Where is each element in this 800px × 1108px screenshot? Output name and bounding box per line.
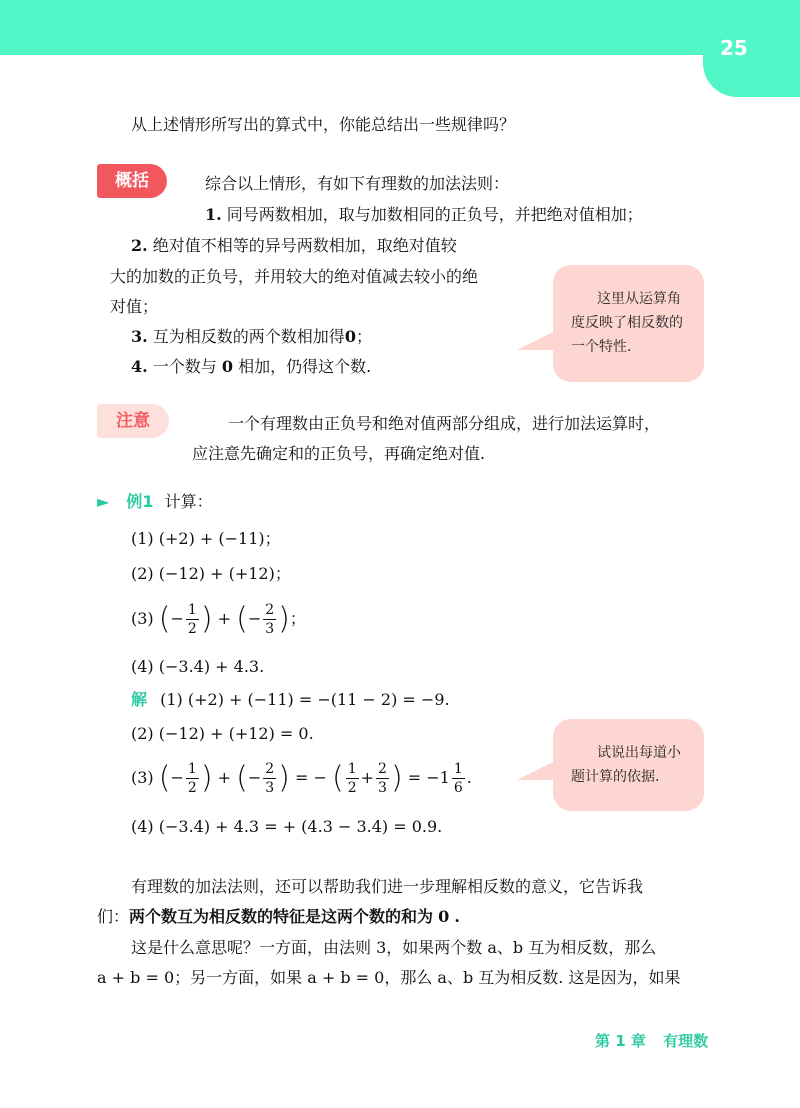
answer-3 <box>131 756 472 800</box>
rule-4-text-b: 相加，仍得这个数. <box>238 357 372 376</box>
fraction-denominator: 2 <box>347 780 357 796</box>
fraction-2-3 <box>263 601 276 638</box>
fraction-denominator: 3 <box>378 780 387 796</box>
answer-3-prefix: (3) <box>131 768 154 787</box>
rule-2-number: 2. <box>131 236 148 255</box>
note-line-1: 一个有理数由正负号和绝对值两部分组成，进行加法运算时， <box>228 414 661 433</box>
chapter-title: 有理数 <box>663 1032 709 1050</box>
question-3-prefix: (3) <box>131 609 154 628</box>
note-line-2: 应注意先确定和的正负号，再确定绝对值. <box>192 444 486 463</box>
question-3-minus-2: − <box>247 609 262 628</box>
fraction-numerator: 1 <box>187 602 197 618</box>
right-paren: ) <box>200 601 213 637</box>
intro-question: 从上述情形所写出的算式中，你能总结出一些规律吗？ <box>131 115 516 134</box>
rule-2-line-1 <box>131 235 457 257</box>
fraction-numerator: 1 <box>187 761 197 777</box>
right-paren: ) <box>200 760 213 796</box>
fraction-denominator: 6 <box>453 780 463 796</box>
chapter-footer <box>595 1030 708 1051</box>
fraction-1-2 <box>186 601 199 638</box>
fraction-1-2 <box>186 760 199 797</box>
question-3-minus-1: − <box>170 609 184 628</box>
answer-3-inner-plus: + <box>360 768 375 787</box>
rule-2-line-3: 对值； <box>110 297 159 316</box>
bubble-1-line-1: 这里从运算角 <box>597 291 681 307</box>
answer-3-minus-1: − <box>170 768 184 787</box>
question-3-end: ； <box>289 609 306 628</box>
question-1: (1) (+2) + (−11)； <box>131 529 281 548</box>
rule-3-end: ； <box>355 327 372 346</box>
rule-1-text: 同号两数相加，取与加数相同的正负号，并把绝对值相加； <box>226 205 643 224</box>
rule-4-zero: 0 <box>221 357 234 376</box>
bubble-1-tail <box>517 330 557 350</box>
rule-1 <box>205 204 643 226</box>
fraction-numerator: 1 <box>453 761 463 777</box>
example-label: 例1 <box>126 492 154 511</box>
side-note-bubble-2 <box>553 719 704 811</box>
side-note-bubble-1 <box>553 265 704 382</box>
fraction-numerator: 2 <box>265 761 275 777</box>
answer-2: (2) (−12) + (+12) = 0. <box>131 724 314 743</box>
chapter-number: 第 1 章 <box>595 1032 646 1050</box>
rule-4-number: 4. <box>131 357 148 376</box>
fraction-numerator: 1 <box>347 761 357 777</box>
page-number: 25 <box>720 36 748 60</box>
closing-line-4: a + b = 0；另一方面，如果 a + b = 0，那么 a、b 互为相反数. 这是因为，如果 <box>97 968 681 987</box>
summary-tag: 概括 <box>97 164 167 198</box>
closing-zero: 0 <box>438 907 450 926</box>
question-4: (4) (−3.4) + 4.3. <box>131 657 265 676</box>
left-paren: ( <box>158 601 171 637</box>
closing-key-statement: 两个数互为相反数的特征是这两个数的和为 <box>129 907 434 926</box>
question-2: (2) (−12) + (+12)； <box>131 564 291 583</box>
right-paren: ) <box>278 601 290 637</box>
rule-3 <box>131 326 372 348</box>
solution-label: 解 <box>131 690 148 709</box>
bubble-2-line-2: 题计算的依据. <box>571 769 660 785</box>
closing-line-1: 有理数的加法法则，还可以帮助我们进一步理解相反数的意义，它告诉我 <box>131 877 644 896</box>
right-paren: ) <box>390 760 403 796</box>
rule-4 <box>131 356 371 378</box>
rule-2-line-2: 大的加数的正负号，并用较大的绝对值减去较小的绝 <box>110 267 479 286</box>
bubble-2-line-1: 试说出每道小 <box>597 745 681 761</box>
left-paren: ( <box>236 601 248 637</box>
example-heading <box>97 491 213 513</box>
answer-1: (1) (+2) + (−11) = −(11 − 2) = −9. <box>160 690 450 709</box>
bubble-1-line-2: 度反映了相反数的 <box>571 315 683 331</box>
fraction-numerator: 2 <box>378 761 387 777</box>
fraction-denominator: 3 <box>265 780 275 796</box>
fraction-denominator: 2 <box>187 621 197 637</box>
bubble-1-line-3: 一个特性. <box>571 339 632 355</box>
rule-1-number: 1. <box>205 205 222 224</box>
left-paren: ( <box>158 760 171 796</box>
fraction-1-2 <box>346 760 359 797</box>
fraction-2-3 <box>263 760 276 797</box>
fraction-denominator: 2 <box>187 780 197 796</box>
question-3 <box>131 597 306 641</box>
question-3-plus: + <box>217 609 232 628</box>
solution-1 <box>131 689 450 711</box>
note-tag: 注意 <box>97 404 169 438</box>
bubble-2-tail <box>517 760 557 780</box>
header-bar <box>0 0 800 55</box>
example-arrow-icon: ► <box>97 492 110 511</box>
rule-3-text: 互为相反数的两个数相加得 <box>152 327 345 346</box>
rule-4-text-a: 一个数与 <box>152 357 217 376</box>
rule-2-text-1: 绝对值不相等的异号两数相加，取绝对值较 <box>152 236 457 255</box>
left-paren: ( <box>331 760 344 796</box>
answer-3-end: . <box>466 768 472 787</box>
fraction-numerator: 2 <box>265 602 275 618</box>
closing-line-3: 这是什么意思呢？一方面，由法则 3，如果两个数 a、b 互为相反数，那么 <box>131 938 657 957</box>
right-paren: ) <box>278 760 290 796</box>
answer-4: (4) (−3.4) + 4.3 = + (4.3 − 3.4) = 0.9. <box>131 817 443 836</box>
left-paren: ( <box>236 760 248 796</box>
answer-3-equals-result: = −1 <box>407 768 450 787</box>
closing-line-2-prefix: 们： <box>97 907 130 926</box>
closing-end: . <box>454 907 460 926</box>
closing-line-2 <box>97 906 460 928</box>
answer-3-plus: + <box>217 768 232 787</box>
example-prompt: 计算： <box>164 492 213 511</box>
rule-3-zero: 0 <box>344 327 356 346</box>
fraction-denominator: 3 <box>265 621 275 637</box>
rule-3-number: 3. <box>131 327 148 346</box>
summary-lead: 综合以上情形，有如下有理数的加法法则： <box>205 174 510 193</box>
answer-3-equals-minus: = − <box>294 768 327 787</box>
answer-3-minus-2: − <box>247 768 262 787</box>
fraction-2-3 <box>376 760 389 797</box>
fraction-1-6 <box>452 760 465 797</box>
